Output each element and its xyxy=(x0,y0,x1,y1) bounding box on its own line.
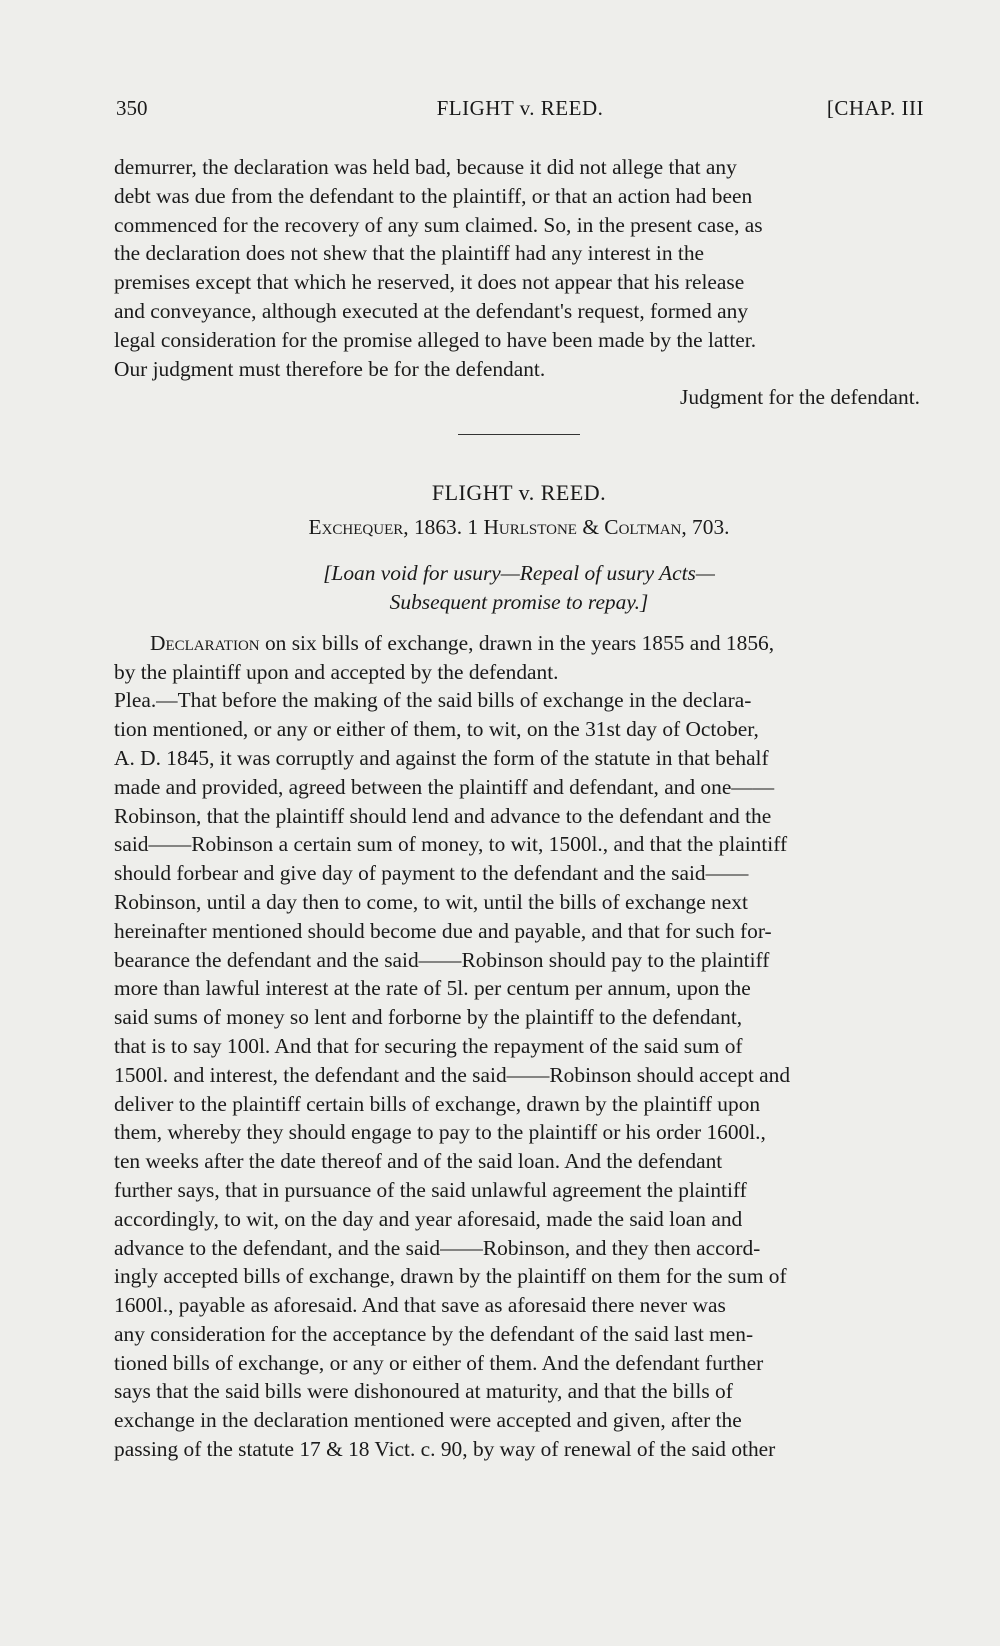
line-text: made and provided, agreed between the plaintiff and defendant, and one—— xyxy=(114,774,775,799)
text-line xyxy=(114,1291,924,1320)
line-text: them, whereby they should engage to pay to the plaintiff or his order 1600l., xyxy=(114,1120,766,1145)
declaration-lead: Declaration xyxy=(150,630,260,655)
text-line xyxy=(114,1205,924,1234)
line-text: debt was due from the defendant to the plaintiff, or that an action had been xyxy=(114,183,753,208)
headnote-line: Subsequent promise to repay.] xyxy=(389,589,649,614)
line-text: by the plaintiff upon and accepted by the defendant. xyxy=(114,659,559,684)
text-line xyxy=(114,1349,924,1378)
line-text: tion mentioned, or any or either of them, to wit, on the 31st day of October, xyxy=(114,717,759,742)
chapter-marker: [CHAP. III xyxy=(826,96,924,120)
text-line xyxy=(114,974,924,1003)
line-text: commenced for the recovery of any sum claimed. So, in the present case, as xyxy=(114,212,763,237)
text-line xyxy=(114,153,924,182)
text-line xyxy=(114,830,924,859)
line-text: ten weeks after the date thereof and of the said loan. And the defendant xyxy=(114,1149,723,1174)
line-text xyxy=(150,629,774,658)
line-text: more than lawful interest at the rate of 5l. per centum per annum, upon the xyxy=(114,976,751,1001)
text-line xyxy=(114,888,924,917)
text-line xyxy=(114,1406,924,1435)
declaration-paragraph xyxy=(114,629,924,687)
text-line xyxy=(114,211,924,240)
text-line xyxy=(114,182,924,211)
text-line xyxy=(114,355,924,384)
line-text: hereinafter mentioned should become due and payable, and that for such for- xyxy=(114,918,772,943)
text-line xyxy=(114,1176,924,1205)
headnote xyxy=(114,559,924,617)
text-line xyxy=(114,1377,924,1406)
text-line xyxy=(114,1061,924,1090)
line-text: should forbear and give day of payment to the defendant and the said—— xyxy=(114,861,749,886)
judgment-line: Judgment for the defendant. xyxy=(680,385,920,410)
plea-paragraph xyxy=(114,686,924,1464)
text-line xyxy=(114,1262,924,1291)
line-text: said sums of money so lent and forborne by the plaintiff to the defendant, xyxy=(114,1005,743,1030)
text-line xyxy=(114,946,924,975)
line-text: and conveyance, although executed at the defendant's request, formed any xyxy=(114,298,749,323)
text-line xyxy=(114,239,924,268)
line-text: says that the said bills were dishonoured at maturity, and that the bills of xyxy=(114,1379,733,1404)
line-text: demurrer, the declaration was held bad, because it did not allege that any xyxy=(114,155,737,179)
line-text: bearance the defendant and the said——Robinson should pay to the plaintiff xyxy=(114,947,770,972)
line-text: advance to the defendant, and the said——Robinson, and they then accord- xyxy=(114,1235,761,1260)
text-line xyxy=(114,1320,924,1349)
opening-paragraph xyxy=(114,153,924,383)
text-line xyxy=(114,1003,924,1032)
line-text: premises except that which he reserved, it does not appear that his release xyxy=(114,270,745,295)
text-line xyxy=(114,629,924,658)
page-body xyxy=(114,153,924,1464)
text-line xyxy=(114,802,924,831)
text-line xyxy=(114,686,924,715)
line-text: deliver to the plaintiff certain bills of exchange, drawn by the plaintiff upon xyxy=(114,1091,761,1116)
text-line xyxy=(114,859,924,888)
text-line xyxy=(114,917,924,946)
text-line xyxy=(114,1147,924,1176)
line-text: ingly accepted bills of exchange, drawn by the plaintiff on them for the sum of xyxy=(114,1264,787,1289)
court-citation: Exchequer, 1863. 1 Hurlstone & Coltman, 703. xyxy=(308,515,730,540)
text-line xyxy=(114,1234,924,1263)
line-text: Plea.—That before the making of the said bills of exchange in the declara- xyxy=(114,688,752,713)
text-line xyxy=(114,744,924,773)
text-line xyxy=(114,1118,924,1147)
line-text: said——Robinson a certain sum of money, to wit, 1500l., and that the plaintiff xyxy=(114,832,788,857)
headnote-line: [Loan void for usury—Repeal of usury Acts— xyxy=(323,561,715,586)
line-text: that is to say 100l. And that for securing the repayment of the said sum of xyxy=(114,1033,743,1058)
line-text: Robinson, until a day then to come, to wit, until the bills of exchange next xyxy=(114,889,748,914)
text-line xyxy=(114,1435,924,1464)
text-line xyxy=(114,1090,924,1119)
page-number: 350 xyxy=(116,96,148,120)
line-text: passing of the statute 17 & 18 Vict. c. 90, by way of renewal of the said other xyxy=(114,1437,776,1462)
running-title: FLIGHT v. REED. xyxy=(436,96,604,120)
text-line xyxy=(114,773,924,802)
text-line xyxy=(114,326,924,355)
line-text: tioned bills of exchange, or any or either of them. And the defendant further xyxy=(114,1350,764,1375)
line-text: A. D. 1845, it was corruptly and against the form of the statute in that behalf xyxy=(114,745,769,770)
line-text: further says, that in pursuance of the said unlawful agreement the plaintiff xyxy=(114,1177,747,1202)
section-divider xyxy=(458,434,580,435)
text-line xyxy=(114,297,924,326)
declaration-text: on six bills of exchange, drawn in the years 1855 and 1856, xyxy=(259,630,775,655)
line-text: 1500l. and interest, the defendant and the said——Robinson should accept and xyxy=(114,1062,791,1087)
line-text: 1600l., payable as aforesaid. And that save as aforesaid there never was xyxy=(114,1293,726,1318)
text-line xyxy=(114,1032,924,1061)
text-line xyxy=(114,658,924,687)
text-line xyxy=(114,715,924,744)
text-line xyxy=(114,268,924,297)
line-text: any consideration for the acceptance by the defendant of the said last men- xyxy=(114,1321,754,1346)
line-text: Robinson, that the plaintiff should lend and advance to the defendant and the xyxy=(114,803,772,828)
line-text: legal consideration for the promise alleged to have been made by the latter. xyxy=(114,327,757,352)
line-text: accordingly, to wit, on the day and year aforesaid, made the said loan and xyxy=(114,1206,743,1231)
line-text: the declaration does not shew that the plaintiff had any interest in the xyxy=(114,241,705,266)
line-text: exchange in the declaration mentioned were accepted and given, after the xyxy=(114,1408,742,1433)
line-text: Our judgment must therefore be for the defendant. xyxy=(114,356,546,381)
case-title: FLIGHT v. REED. xyxy=(431,480,607,506)
running-header xyxy=(116,96,924,126)
